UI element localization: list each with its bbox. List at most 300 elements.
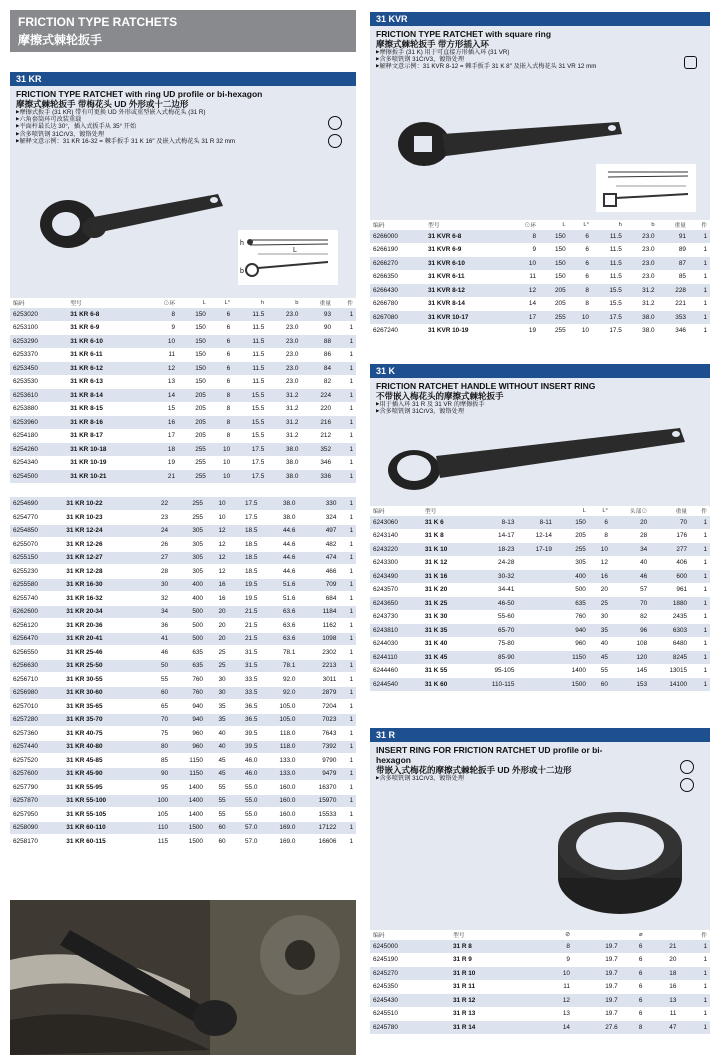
table-cell: 31 KVR 10-17 <box>425 311 508 325</box>
table-cell: 1 <box>334 402 356 416</box>
page-header <box>10 10 356 52</box>
table-cell: 500 <box>555 583 589 597</box>
table-cell: 133.0 <box>260 767 298 781</box>
table-row <box>370 543 710 557</box>
table-cell: 760 <box>171 686 206 700</box>
table-cell: 6 <box>569 270 592 284</box>
table-cell: 1098 <box>298 632 339 646</box>
table-cell: 1 <box>690 583 710 597</box>
table-cell: 1400 <box>171 808 206 822</box>
table-row <box>10 673 356 687</box>
table-cell: 1 <box>690 624 710 638</box>
table-cell: 6257950 <box>10 808 63 822</box>
table-cell <box>517 651 555 665</box>
table-row <box>10 767 356 781</box>
table-cell: 31 R 12 <box>450 994 524 1008</box>
table-row <box>10 754 356 768</box>
table-cell: 31 KR 10-23 <box>63 511 142 525</box>
table-cell: 1 <box>334 375 356 389</box>
column-header: ⊙环 <box>508 220 539 230</box>
table-cell: 1 <box>339 781 356 795</box>
table-cell: 23.0 <box>267 348 301 362</box>
table-cell: 44.6 <box>260 524 298 538</box>
table-cell: 1 <box>679 994 710 1008</box>
table-cell: 85 <box>658 270 689 284</box>
table-cell: 6245510 <box>370 1007 450 1021</box>
table-row <box>370 570 710 584</box>
table-cell: 31 KR 60-110 <box>63 821 142 835</box>
table-cell: 1 <box>334 443 356 457</box>
table-cell: 6257010 <box>10 700 63 714</box>
table-cell <box>523 967 539 981</box>
table-cell: 20 <box>206 632 229 646</box>
table-cell: 13015 <box>650 664 690 678</box>
table-cell: 17122 <box>298 821 339 835</box>
table-row <box>10 348 356 362</box>
workshop-photo <box>10 900 356 1055</box>
table-row <box>10 592 356 606</box>
table-cell: 31 R 13 <box>450 1007 524 1021</box>
table-cell: 940 <box>555 624 589 638</box>
table-cell: 150 <box>539 243 569 257</box>
table-row <box>370 583 710 597</box>
table-cell: 6 <box>209 335 233 349</box>
table-cell: 31 KR 8-16 <box>67 416 145 430</box>
kvr-table <box>370 220 710 338</box>
bullet-item: ▶ 平面杆最长达 30°，插入式扳手从 35° 开始 <box>16 123 350 130</box>
column-header: L° <box>209 298 233 308</box>
table-cell: 18.5 <box>229 538 261 552</box>
table-cell: 11.5 <box>233 362 267 376</box>
table-cell: 10 <box>206 497 229 511</box>
table-cell: 100 <box>142 794 171 808</box>
table-row <box>10 619 356 633</box>
table-cell: 6 <box>621 1007 646 1021</box>
column-header: 重量 <box>301 298 334 308</box>
table-row <box>370 980 710 994</box>
table-cell: 6 <box>621 994 646 1008</box>
table-cell <box>523 980 539 994</box>
table-cell: 1 <box>334 470 356 484</box>
table-cell: 31 KR 6-11 <box>67 348 145 362</box>
column-header: ⌀ <box>621 930 646 940</box>
table-cell: 960 <box>171 740 206 754</box>
table-cell: 1 <box>339 497 356 511</box>
table-cell: 38.0 <box>267 443 301 457</box>
table-cell: 31.5 <box>229 659 261 673</box>
table-cell: 45 <box>206 767 229 781</box>
table-cell: 41 <box>142 632 171 646</box>
table-cell: 7643 <box>298 727 339 741</box>
table-row <box>370 1007 710 1021</box>
table-cell: 6257440 <box>10 740 63 754</box>
table-cell: 160.0 <box>260 794 298 808</box>
table-row <box>370 664 710 678</box>
table-cell: 31 R 8 <box>450 940 524 954</box>
table-cell: 31.2 <box>625 297 658 311</box>
table-cell: 216 <box>301 416 334 430</box>
table-cell: 7023 <box>298 713 339 727</box>
table-cell: 3011 <box>298 673 339 687</box>
table-cell: 6245780 <box>370 1021 450 1035</box>
kr-info <box>10 86 356 298</box>
table-cell: 255 <box>171 497 206 511</box>
table-row <box>10 551 356 565</box>
table-cell: 1 <box>339 673 356 687</box>
table-cell: 44.6 <box>260 551 298 565</box>
table-cell: 17-19 <box>517 543 555 557</box>
table-cell: 6256630 <box>10 659 63 673</box>
table-cell: 19.7 <box>573 994 621 1008</box>
column-header: 件 <box>334 298 356 308</box>
table-cell: 10 <box>145 335 178 349</box>
table-cell: 8 <box>209 416 233 430</box>
table-cell: 63.6 <box>260 632 298 646</box>
table-cell: 169.0 <box>260 821 298 835</box>
table-row <box>10 835 356 849</box>
table-cell: 760 <box>555 610 589 624</box>
table-cell: 31 KVR 6-8 <box>425 230 508 244</box>
table-cell: 15.5 <box>592 284 625 298</box>
table-cell: 31 K 45 <box>422 651 470 665</box>
table-cell: 20 <box>645 953 679 967</box>
table-cell: 6245430 <box>370 994 450 1008</box>
table-cell: 1 <box>339 700 356 714</box>
table-cell: 10 <box>589 543 611 557</box>
table-row <box>10 538 356 552</box>
table-cell: 221 <box>658 297 689 311</box>
table-cell: 16370 <box>298 781 339 795</box>
table-cell: 150 <box>178 335 209 349</box>
table-cell: 45 <box>206 754 229 768</box>
kvr-wrench-image <box>394 112 624 172</box>
table-cell: 16 <box>645 980 679 994</box>
table-cell: 150 <box>178 308 209 322</box>
table-cell: 25 <box>589 597 611 611</box>
table-cell: 474 <box>298 551 339 565</box>
table-cell: 60 <box>206 821 229 835</box>
table-row <box>10 713 356 727</box>
table-cell: 1 <box>689 257 710 271</box>
table-cell: 228 <box>658 284 689 298</box>
table-row <box>370 940 710 954</box>
table-cell: 90 <box>301 321 334 335</box>
r-table <box>370 930 710 1035</box>
table-cell: 31 KR 12-26 <box>63 538 142 552</box>
table-cell: 961 <box>650 583 690 597</box>
table-cell: 1 <box>679 980 710 994</box>
table-cell: 11.5 <box>233 308 267 322</box>
table-cell: 31 KR 45-85 <box>63 754 142 768</box>
table-cell: 1 <box>690 597 710 611</box>
table-row <box>10 632 356 646</box>
table-cell: 46-50 <box>470 597 518 611</box>
table-cell: 6255150 <box>10 551 63 565</box>
table-cell: 12 <box>206 524 229 538</box>
table-cell: 22 <box>142 497 171 511</box>
table-cell: 96 <box>611 624 650 638</box>
table-cell: 65 <box>142 700 171 714</box>
table-row <box>10 781 356 795</box>
table-row <box>370 284 710 298</box>
table-cell: 60 <box>142 686 171 700</box>
table-cell: 6243140 <box>370 529 422 543</box>
table-row <box>370 270 710 284</box>
table-cell: 15970 <box>298 794 339 808</box>
table-cell: 6253880 <box>10 402 67 416</box>
table-cell: 205 <box>178 402 209 416</box>
table-cell: 6480 <box>650 637 690 651</box>
column-header: ⊘ <box>539 930 573 940</box>
table-row <box>10 362 356 376</box>
table-row <box>10 700 356 714</box>
table-cell: 95-105 <box>470 664 518 678</box>
table-cell: 15.5 <box>592 297 625 311</box>
column-header: L <box>539 220 569 230</box>
table-cell: 17.5 <box>233 456 267 470</box>
table-cell: 8 <box>569 284 592 298</box>
table-cell: 6255580 <box>10 578 63 592</box>
table-cell: 6262600 <box>10 605 63 619</box>
table-cell: 55 <box>206 794 229 808</box>
bullet-item: ▶ 摩擦式扳手 (31 KR) 带有可更换 UD 外形或重型嵌入式梅花头 (31 R) <box>16 109 350 116</box>
table-cell: 31 KR 8-14 <box>67 389 145 403</box>
table-row <box>10 659 356 673</box>
table-cell: 19 <box>145 456 178 470</box>
table-cell: 80 <box>142 740 171 754</box>
table-cell: 7392 <box>298 740 339 754</box>
table-cell: 6267240 <box>370 324 425 338</box>
column-header: 编码 <box>370 220 425 230</box>
table-cell: 28 <box>611 529 650 543</box>
column-header: 件 <box>689 220 710 230</box>
r-section <box>370 728 710 1035</box>
table-row <box>370 624 710 638</box>
table-cell: 31.2 <box>267 416 301 430</box>
table-cell: 6266190 <box>370 243 425 257</box>
column-header: 重量 <box>650 506 690 516</box>
table-cell: 55 <box>206 781 229 795</box>
table-cell: 12 <box>589 556 611 570</box>
table-cell: 57 <box>611 583 650 597</box>
table-cell: 6256120 <box>10 619 63 633</box>
table-cell: 16 <box>145 416 178 430</box>
table-cell: 6266350 <box>370 270 425 284</box>
table-cell: 6254500 <box>10 470 67 484</box>
table-cell: 75-80 <box>470 637 518 651</box>
table-cell: 18-23 <box>470 543 518 557</box>
table-cell: 38.0 <box>260 497 298 511</box>
table-row <box>10 402 356 416</box>
table-cell: 255 <box>178 470 209 484</box>
table-cell: 6254770 <box>10 511 63 525</box>
table-cell: 82 <box>301 375 334 389</box>
table-cell: 1 <box>339 727 356 741</box>
column-header: 型号 <box>450 930 524 940</box>
table-cell: 51.6 <box>260 578 298 592</box>
table-cell: 21.5 <box>229 619 261 633</box>
r-title-en: INSERT RING FOR FRICTION RATCHET UD profile or bi-hexagon <box>376 745 603 765</box>
diagram-b-label: b <box>240 268 244 275</box>
table-cell: 31 R 14 <box>450 1021 524 1035</box>
table-cell: 31 KR 8-17 <box>67 429 145 443</box>
table-cell: 13 <box>539 1007 573 1021</box>
table-cell: 6253960 <box>10 416 67 430</box>
bi-hex-icon <box>328 134 342 148</box>
table-cell: 1 <box>334 362 356 376</box>
table-cell: 150 <box>555 516 589 530</box>
ratchet-wrench-image <box>28 184 228 264</box>
table-cell: 63.6 <box>260 619 298 633</box>
table-cell: 11.5 <box>592 257 625 271</box>
table-cell: 8 <box>539 940 573 954</box>
table-cell: 23.0 <box>625 230 658 244</box>
table-cell: 13 <box>145 375 178 389</box>
table-cell: 1400 <box>171 781 206 795</box>
table-cell: 70 <box>142 713 171 727</box>
table-cell: 6 <box>209 375 233 389</box>
table-cell: 10 <box>569 324 592 338</box>
table-cell: 1500 <box>555 678 589 692</box>
table-cell <box>517 664 555 678</box>
table-cell: 1 <box>689 243 710 257</box>
table-cell: 9 <box>508 243 539 257</box>
table-cell: 18.5 <box>229 524 261 538</box>
table-cell: 400 <box>555 570 589 584</box>
table-cell: 20 <box>611 516 650 530</box>
table-cell: 6 <box>621 967 646 981</box>
table-row <box>370 297 710 311</box>
table-cell: 6243650 <box>370 597 422 611</box>
kr-tag: 31 KR <box>10 72 356 86</box>
table-cell: 118.0 <box>260 740 298 754</box>
table-cell: 277 <box>650 543 690 557</box>
table-cell: 55 <box>589 664 611 678</box>
bullet-item: ▶ 六角套筒环可改装重载 <box>16 116 350 123</box>
table-cell: 26 <box>142 538 171 552</box>
table-cell: 6244540 <box>370 678 422 692</box>
table-cell: 24-28 <box>470 556 518 570</box>
table-cell: 40 <box>206 727 229 741</box>
column-header: ⊙环 <box>145 298 178 308</box>
table-cell: 23 <box>142 511 171 525</box>
table-cell: 6266430 <box>370 284 425 298</box>
table-cell: 11 <box>645 1007 679 1021</box>
table-cell: 31 R 10 <box>450 967 524 981</box>
table-cell: 19.7 <box>573 1007 621 1021</box>
table-cell: 32 <box>142 592 171 606</box>
table-row <box>10 416 356 430</box>
table-cell: 30 <box>589 610 611 624</box>
table-cell: 2879 <box>298 686 339 700</box>
table-cell: 760 <box>171 673 206 687</box>
column-header: 头部⊙ <box>611 506 650 516</box>
table-cell: 12 <box>206 565 229 579</box>
table-cell: 8-13 <box>470 516 518 530</box>
table-cell: 30 <box>142 578 171 592</box>
table-cell: 305 <box>171 524 206 538</box>
table-cell: 1 <box>334 389 356 403</box>
table-cell: 108 <box>611 637 650 651</box>
table-cell: 205 <box>178 429 209 443</box>
table-cell: 78.1 <box>260 646 298 660</box>
table-cell: 6258170 <box>10 835 63 849</box>
table-cell: 30-32 <box>470 570 518 584</box>
table-row <box>370 953 710 967</box>
table-cell: 346 <box>301 456 334 470</box>
table-cell: 6255070 <box>10 538 63 552</box>
table-cell: 466 <box>298 565 339 579</box>
table-cell: 6253610 <box>10 389 67 403</box>
table-cell: 145 <box>611 664 650 678</box>
table-cell: 8 <box>145 308 178 322</box>
table-cell: 31 KR 25-50 <box>63 659 142 673</box>
table-cell: 23.0 <box>625 270 658 284</box>
table-cell <box>517 556 555 570</box>
table-cell: 12 <box>206 538 229 552</box>
table-cell: 220 <box>301 402 334 416</box>
column-header <box>517 506 555 516</box>
table-cell: 1 <box>339 767 356 781</box>
table-cell <box>517 610 555 624</box>
table-cell: 6243490 <box>370 570 422 584</box>
table-cell: 11.5 <box>233 348 267 362</box>
ud-profile-icon <box>328 116 342 130</box>
table-cell: 120 <box>611 651 650 665</box>
bullet-item: ▶ 解释文意示例：31 KVR 8-12 = 棘手扳手 31 K 8″ 及嵌入式梅花头 31 VR 12 mm <box>376 63 704 70</box>
table-cell: 31 KVR 8-14 <box>425 297 508 311</box>
table-row <box>10 511 356 525</box>
table-cell: 90 <box>142 767 171 781</box>
table-row <box>370 597 710 611</box>
table-cell: 960 <box>171 727 206 741</box>
table-cell: 65-70 <box>470 624 518 638</box>
table-cell: 31 K 16 <box>422 570 470 584</box>
table-cell: 205 <box>178 389 209 403</box>
table-cell: 6244460 <box>370 664 422 678</box>
table-cell: 7204 <box>298 700 339 714</box>
table-cell: 40 <box>589 637 611 651</box>
table-header-row <box>370 506 710 516</box>
table-cell: 6266000 <box>370 230 425 244</box>
table-cell: 6257520 <box>10 754 63 768</box>
table-cell: 6254690 <box>10 497 63 511</box>
table-cell: 36.5 <box>229 700 261 714</box>
table-cell: 33.5 <box>229 686 261 700</box>
table-cell: 33.5 <box>229 673 261 687</box>
kr-section <box>10 72 356 484</box>
table-cell: 31 KR 10-22 <box>63 497 142 511</box>
table-cell: 19.7 <box>573 953 621 967</box>
table-cell: 6243810 <box>370 624 422 638</box>
table-cell: 12 <box>508 284 539 298</box>
column-header: L <box>555 506 589 516</box>
table-cell: 150 <box>539 270 569 284</box>
table-cell: 25 <box>206 659 229 673</box>
table-cell: 93 <box>301 308 334 322</box>
table-cell: 38.0 <box>625 324 658 338</box>
table-cell: 635 <box>555 597 589 611</box>
table-cell: 1 <box>690 610 710 624</box>
table-cell: 31 KR 35-65 <box>63 700 142 714</box>
kr-dimension-diagram <box>238 230 338 285</box>
kr-bullets <box>16 109 350 145</box>
table-cell: 6254180 <box>10 429 67 443</box>
table-cell: 1 <box>690 637 710 651</box>
table-cell: 35 <box>206 700 229 714</box>
table-cell: 6243730 <box>370 610 422 624</box>
table-cell: 85 <box>142 754 171 768</box>
